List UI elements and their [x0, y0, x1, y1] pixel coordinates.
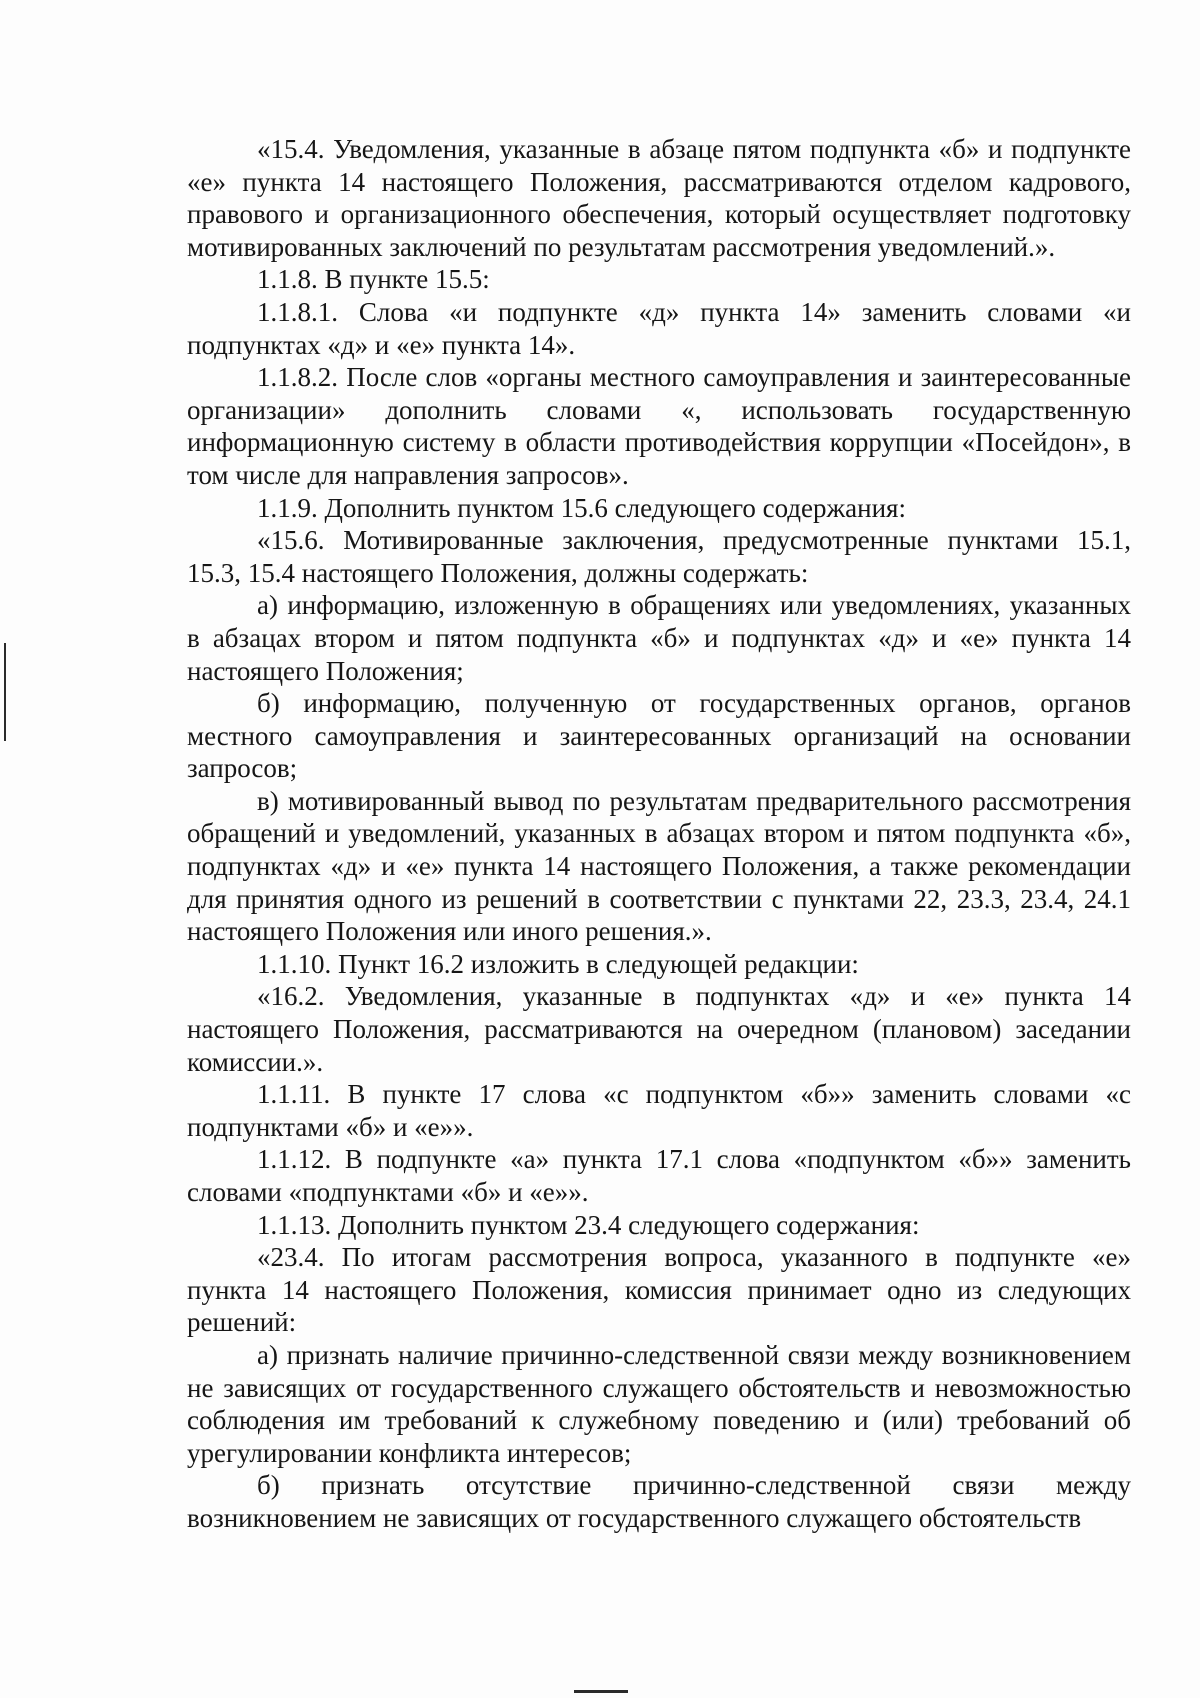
page-number-mark	[574, 1690, 628, 1693]
paragraph-1-1-10: 1.1.10. Пункт 16.2 изложить в следующей редакции:	[257, 948, 859, 979]
paragraph-1-1-8-1: 1.1.8.1. Слова «и подпункте «д» пункта 14» заменить словами «и подпунктах «д» и «е» пункта 14».	[187, 296, 1131, 360]
paragraph-1-1-8-2: 1.1.8.2. После слов «органы местного самоуправления и заинтересованные организации» дополнить словами «, использовать государственную информационную систему в области противодействия коррупции «Посейдон», в том числе для направления запросов».	[187, 362, 1131, 490]
paragraph-23-4: «23.4. По итогам рассмотрения вопроса, указанного в подпункте «е» пункта 14 настоящего Положения, комиссия принимает одно из следующих решений:	[187, 1242, 1131, 1338]
paragraph-23-4-b: б) признать отсутствие причинно-следственной связи между возникновением не зависящих от государственного служащего обстоятельств	[187, 1470, 1131, 1533]
paragraph-15-6-b: б) информацию, полученную от государственных органов, органов местного самоуправления и заинтересованных организаций на основании запросов;	[187, 688, 1131, 784]
margin-mark	[4, 643, 6, 741]
paragraph-1-1-8: 1.1.8. В пункте 15.5:	[257, 264, 490, 295]
paragraph-1-1-13: 1.1.13. Дополнить пунктом 23.4 следующего содержания:	[257, 1209, 920, 1240]
paragraph-15-6: «15.6. Мотивированные заключения, предусмотренные пунктами 15.1, 15.3, 15.4 настоящего Положения, должны содержать:	[187, 525, 1131, 588]
paragraph-15-6-a: а) информацию, изложенную в обращениях или уведомлениях, указанных в абзацах втором и пятом подпункта «б» и подпунктах «д» и «е» пункта 14 настоящего Положения;	[187, 590, 1131, 686]
document-body	[187, 133, 1131, 1535]
paragraph-15-6-v: в) мотивированный вывод по результатам предварительного рассмотрения обращений и уведомлений, указанных в абзацах втором и пятом подпункта «б», подпунктах «д» и «е» пункта 14 настоящего Положения, а также рекомендации для принятия одного из решений в соответствии с пунктами 22, 23.3, 23.4, 24.1 настоящего Положения или иного решения.».	[187, 785, 1131, 947]
paragraph-1-1-12: 1.1.12. В подпункте «а» пункта 17.1 слова «подпунктом «б»» заменить словами «подпунктами «б» и «е»».	[187, 1144, 1131, 1207]
paragraph-15-4: «15.4. Уведомления, указанные в абзаце пятом подпункта «б» и подпункте «е» пункта 14 настоящего Положения, рассматриваются отделом кадрового, правового и организационного обеспечения, который осуществляет подготовку мотивированных заключений по результатам рассмотрения уведомлений.».	[187, 134, 1131, 262]
paragraph-1-1-11: 1.1.11. В пункте 17 слова «с подпунктом «б»» заменить словами «с подпунктами «б» и «е»».	[187, 1079, 1131, 1142]
paragraph-23-4-a: а) признать наличие причинно-следственной связи между возникновением не зависящих от государственного служащего обстоятельств и невозможностью соблюдения им требований к служебному поведению и (или) требований об урегулировании конфликта интересов;	[187, 1339, 1131, 1468]
paragraph-1-1-9: 1.1.9. Дополнить пунктом 15.6 следующего содержания:	[257, 492, 906, 523]
paragraph-16-2: «16.2. Уведомления, указанные в подпунктах «д» и «е» пункта 14 настоящего Положения, рассматриваются на очередном (плановом) заседании комиссии.».	[187, 981, 1131, 1077]
